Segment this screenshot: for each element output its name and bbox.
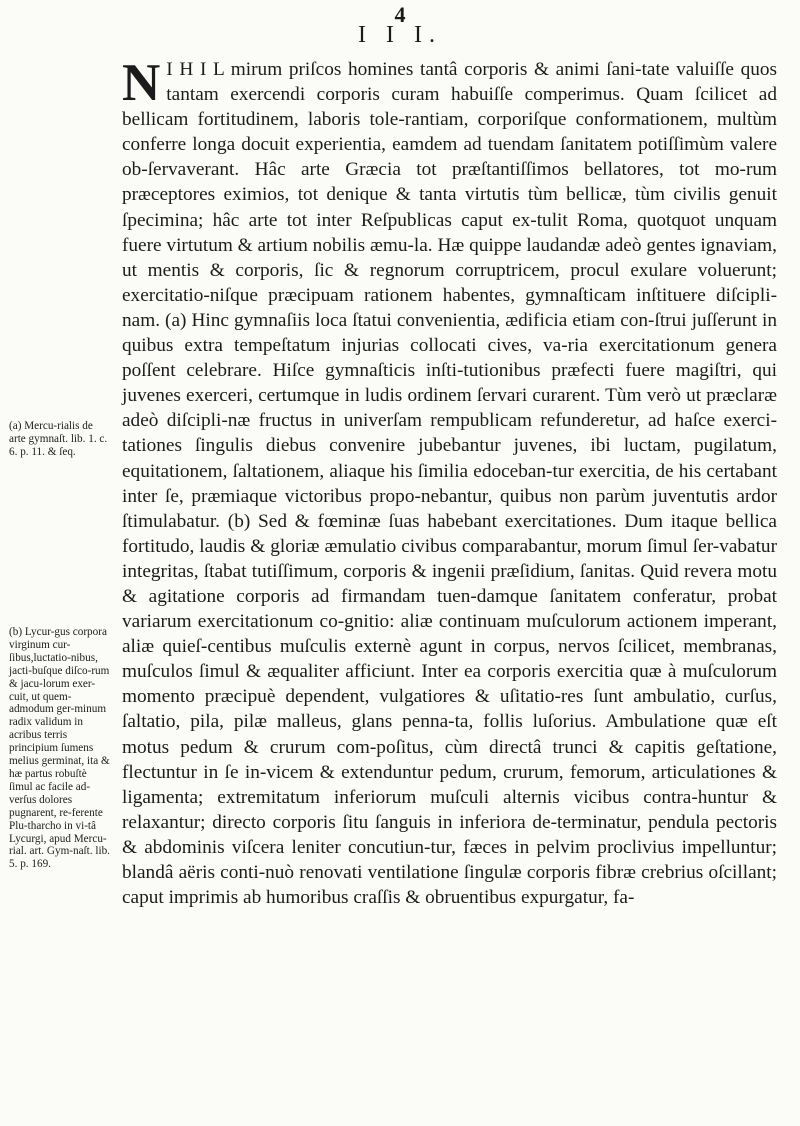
page-number: 4: [394, 2, 406, 27]
running-title: I I I.: [358, 22, 442, 48]
margin-note-b: (b) Lycur-gus corpora virginum cur-ſibus,luctatio-nibus, jacti-buſque diſco-rum & jacu-lorum exer-cuit, ut quem-admodum ger-minum radix validum in acribus terris principium ſumens melius germinat, ita & hæ partus robuſtè ſimul ac facile ad-verſus dolores pugnarent, re-ferente Plu-tharcho in vi-tâ Lycurgi, apud Mercu-rial. art. Gym-naſt. lib. 5. p. 169.: [9, 626, 110, 871]
margin-note-a: (a) Mercu-rialis de arte gymnaſt. lib. 1. c. 6. p. 11. & ſeq.: [9, 420, 108, 458]
drop-capital: N: [122, 54, 161, 112]
paragraph-text: I H I L mirum priſcos homines tantâ corporis & animi ſani-tate valuiſſe quos tantam exercendi corporis curam habuiſſe comperimus. Quam ſcilicet ad bellicam fortitudinem, laboris tole-rantiam, corporiſque conformationem, multùm conferre longa docuit experientia, eamdem ad tuendam ſanitatem potiſſimùm valere ob-ſervaverant. Hâc arte Græcia tot præſtantiſſimos bellatores, tot mo-rum præceptores eximios, tot denique & tanta virtutis tùm bellicæ, tùm civilis genuit ſpecimina; hâc arte tot inter Reſpublicas caput ex-tulit Roma, quotquot unquam fuere virtutum & artium nobilis æmu-la. Hæ quippe laudandæ adeò gentes ignaviam, ut mentis & corporis, ſic & regnorum corruptricem, procul exulare voluerunt; exercitatio-niſque præcipuam rationem habentes, gymnaſticam inſtituere diſcipli-nam. (a) Hinc gymnaſiis loca ſtatui convenientia, ædificia etiam con-ſtrui juſſerunt in quibus extra tempeſtatum injurias collocati cives, va-ria exercitationum genera poſſent celebrare. Hiſce gymnaſticis inſti-tutionibus præfecti fuere magiſtri, qui juvenes exerceri, certumque in ludis ordinem ſervari curarent. Tùm verò ut præclaræ adeò diſcipli-næ fructus in univerſam rempublicam refunderetur, ad haſce exerci-tationes ſingulis diebus convenire jubebantur juvenes, ibi luctam, pugilatum, equitationem, ſaltationem, aliaque his ſimilia edoceban-tur exercitia, de his certabant inter ſe, præmiaque victoribus propo-nebantur, quibus non parùm juventutis ardor ſtimulabatur. (b) Sed & fœminæ ſuas habebant exercitationes. Dum itaque bellica fortitudo, laudis & gloriæ æmulatio civibus comparabantur, morum ſimul ſer-vabatur integritas, ſtabat tutiſſimum, corporis & ingenii præſidium, ſanitas. Quid revera motu & agitatione corporis ad firmandam tuen-damque ſanitatem conferatur, probat variarum exercitationum co-gnitio: aliæ continuam muſculorum actionem imperant, aliæ quieſ-centibus muſculis externè agunt in corpus, nervos ſcilicet, membranas, muſculos ſimul & æqualiter afficiunt. Inter ea corporis exercitia quæ à muſculorum momento præcipuè dependent, vulgatiores & uſitatio-res ſunt ambulatio, curſus, ſaltatio, pila, pilæ malleus, glans penna-ta, follis luſorius. Ambulatione quæ eſt motus pedum & crurum com-poſitus, cùm directâ trunci & capitis geſtatione, flectuntur in ſe in-vicem & extenduntur pedum, crurum, femorum, articulationes & ligamenta; extremitatum inferiorum muſculi alternis vicibus contra-huntur & relaxantur; directo corporis ſitu ſanguis in inferiora de-terminatur, pendula pectoris & abdominis viſcera leniter concutiun-tur, fæces in pelvim proclivius impelluntur; blandâ aëris conti-nuò renovati ventilatione ſingulæ corporis fibræ crebrius oſcillant; caput imprimis ab humoribus craſſis & obruentibus expurgatur, fa-: [122, 59, 777, 909]
main-text-block: [122, 54, 777, 910]
paragraph: [122, 54, 777, 910]
